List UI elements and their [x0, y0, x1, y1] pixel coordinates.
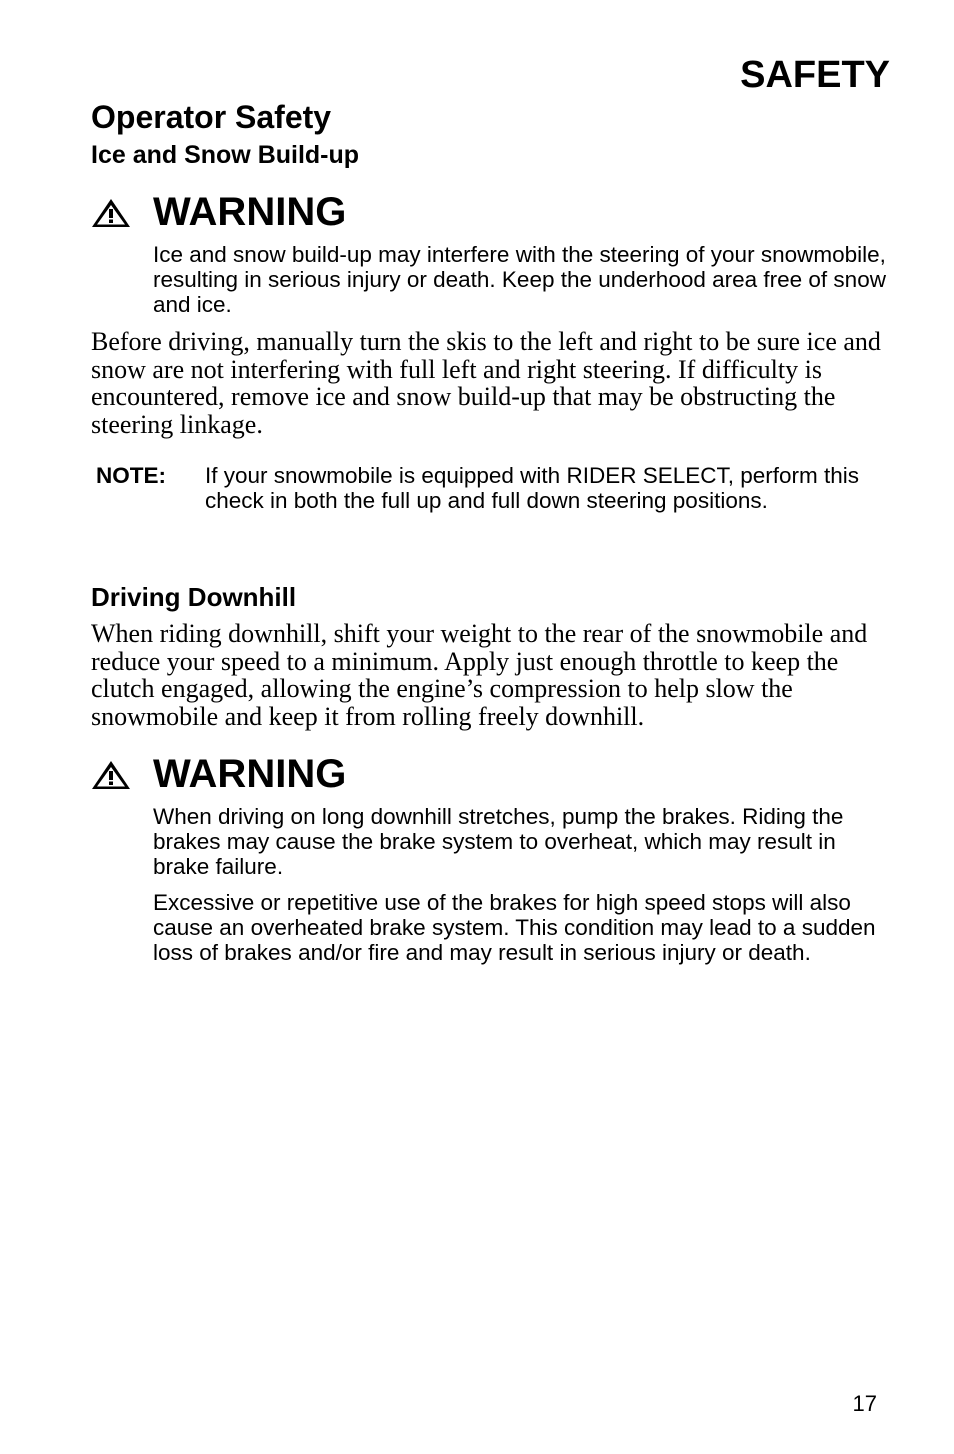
warning-label: WARNING	[153, 752, 347, 796]
page-title: Operator Safety	[91, 99, 332, 135]
downhill-warning-text-2: Excessive or repetitive use of the brakes for high speed stops will also cause an overheated brake system. This condition may lead to a sudden loss of brakes and/or fire and may result in serious injury or death.	[153, 890, 876, 965]
downhill-warning-text-1: When driving on long downhill stretches, pump the brakes. Riding the brakes may cause the brake system to overheat, which may result in brake failure.	[153, 804, 844, 879]
ice-paragraph: Before driving, manually turn the skis to the left and right to be sure ice and snow are not interfering with full left and right steering. If difficulty is encountered, remove ice and snow build-up that may be obstructing the steering linkage.	[91, 327, 881, 439]
page-number: 17	[852, 1391, 877, 1416]
downhill-warning-heading	[91, 754, 346, 794]
section-header: SAFETY	[740, 54, 890, 96]
warning-triangle-icon	[91, 760, 131, 790]
downhill-paragraph: When riding downhill, shift your weight to the rear of the snowmobile and reduce your speed to a minimum. Apply just enough throttle to keep the clutch engaged, allowing the engine’s compression to help slow the snowmobile and keep it from rolling freely downhill.	[91, 619, 868, 731]
ice-warning-text: Ice and snow build-up may interfere with the steering of your snowmobile, resulting in serious injury or death. Keep the underhood area free of snow and ice.	[153, 242, 886, 317]
ice-warning-heading	[91, 192, 346, 232]
note-label: NOTE:	[96, 463, 166, 488]
warning-triangle-icon	[91, 198, 131, 228]
ice-section-heading: Ice and Snow Build-up	[91, 141, 360, 169]
downhill-section-heading: Driving Downhill	[91, 582, 297, 612]
note-text: If your snowmobile is equipped with RIDER SELECT, perform this check in both the full up and full down steering positions.	[205, 463, 860, 513]
warning-label: WARNING	[153, 190, 347, 234]
